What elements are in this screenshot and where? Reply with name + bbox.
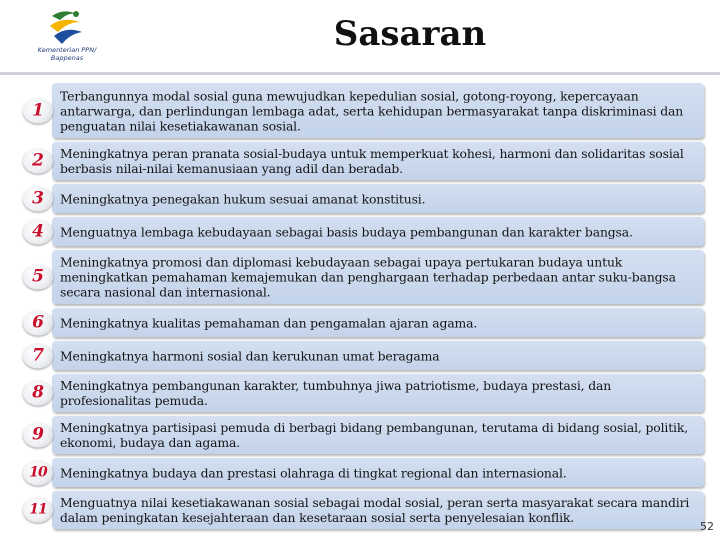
page-title: Sasaran	[333, 14, 487, 54]
logo	[22, 6, 112, 68]
item-text: Meningkatnya penegakan hukum sesuai amanat konstitusi.	[60, 191, 426, 206]
item-number-badge: 3	[23, 186, 53, 211]
item-text: Meningkatnya promosi dan diplomasi kebudayaan sebagai upaya pertukaran budaya untuk meningkatkan pemahaman kemajemukan dan penghargaan terhadap perbedaan antar suku-bangsa secara nasional dan internasional.	[60, 254, 676, 300]
item-text: Meningkatnya partisipasi pemuda di berbagi bidang pembangunan, terutama di bidang sosial, politik, ekonomi, budaya dan agama.	[60, 420, 689, 450]
list-item	[20, 308, 704, 337]
item-number-badge: 7	[23, 343, 53, 368]
item-number-badge: 11	[23, 498, 53, 523]
item-number-badge: 6	[23, 310, 53, 335]
list-item	[20, 217, 704, 246]
item-number-badge: 2	[23, 149, 53, 174]
item-text: Terbangunnya modal sosial guna mewujudkan kepedulian sosial, gotong-royong, kepercayaan antarwarga, dan perlindungan lembaga adat, serta kehidupan bermasyarakat tanpa diskriminasi dan penguatan nilai kesetiakawanan sosial.	[60, 88, 684, 133]
item-number-badge: 5	[23, 265, 53, 290]
list-item	[20, 374, 704, 412]
logo-text-line1: Kementerian PPN/	[37, 46, 97, 54]
list-item	[20, 491, 704, 529]
list-item	[20, 184, 704, 213]
item-text: Meningkatnya kualitas pemahaman dan pengamalan ajaran agama.	[60, 315, 478, 330]
item-number-badge: 4	[23, 219, 53, 244]
item-number-badge: 8	[23, 381, 53, 406]
item-number-badge: 1	[23, 98, 53, 123]
item-number-badge: 10	[23, 460, 53, 485]
item-text: Meningkatnya budaya dan prestasi olahraga di tingkat regional dan internasional.	[60, 465, 567, 480]
item-text: Menguatnya nilai kesetiakawanan sosial sebagai modal sosial, peran serta masyarakat secara mandiri dalam peningkatan kesejahteraan dan kesetaraan sosial serta penyelesaian konflik.	[60, 495, 690, 525]
list-item	[20, 341, 704, 370]
list-item	[20, 142, 704, 180]
list-item	[20, 250, 704, 304]
logo-text-line2: Bappenas	[50, 54, 84, 62]
list-item	[20, 458, 704, 487]
item-text: Meningkatnya harmoni sosial dan kerukunan umat beragama	[60, 348, 440, 363]
list-item	[20, 83, 704, 138]
header-divider	[0, 72, 720, 75]
item-text: Menguatnya lembaga kebudayaan sebagai basis budaya pembangunan dan karakter bangsa.	[60, 224, 633, 239]
bappenas-logo-icon	[46, 6, 86, 46]
item-text: Meningkatnya peran pranata sosial-budaya untuk memperkuat kohesi, harmoni dan solidaritas sosial berbasis nilai-nilai kemanusiaan yang adil dan beradab.	[60, 146, 684, 176]
item-number-badge: 9	[23, 423, 53, 448]
item-text: Meningkatnya pembangunan karakter, tumbuhnya jiwa patriotisme, budaya prestasi, dan profesionalitas pemuda.	[60, 378, 612, 408]
page-number: 52	[700, 520, 714, 533]
list-item	[20, 416, 704, 454]
